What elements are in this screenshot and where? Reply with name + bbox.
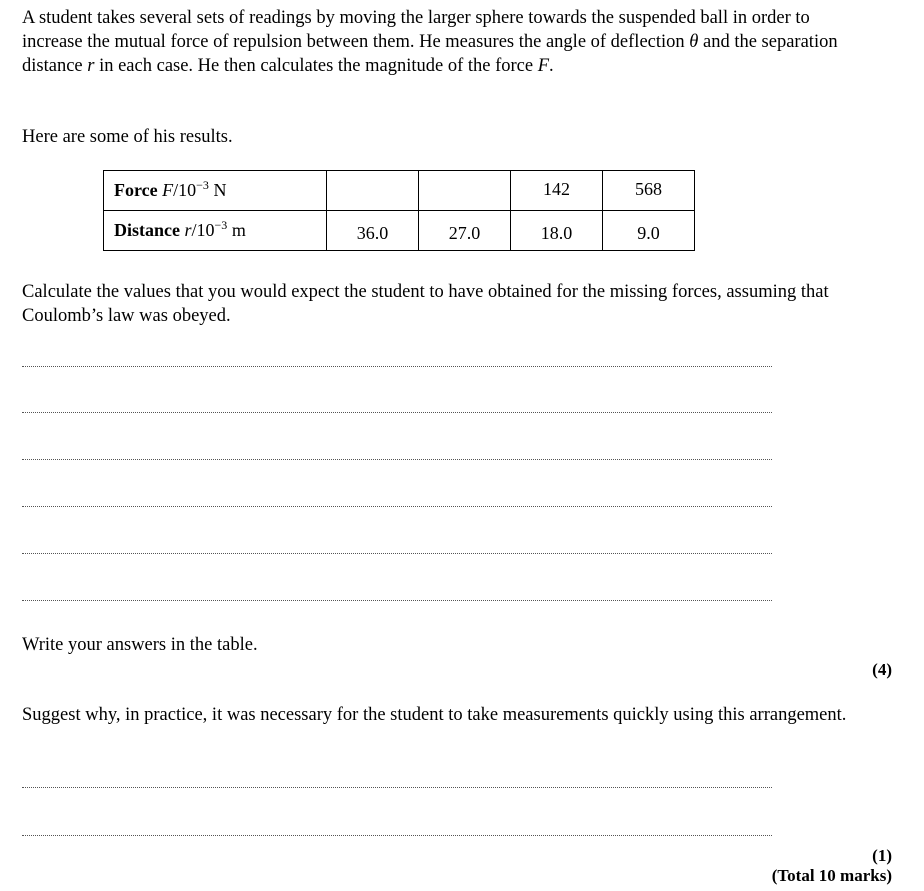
f-symbol: F — [537, 56, 550, 76]
distance-cell-1: 36.0 — [327, 211, 419, 251]
total-marks: (Total 10 marks) — [771, 866, 892, 885]
answer-line-2[interactable] — [22, 412, 772, 413]
table-row-force — [104, 171, 695, 211]
instruction: Write your answers in the table. — [22, 635, 258, 655]
distance-cell-2: 27.0 — [419, 211, 511, 251]
theta-symbol: θ — [689, 32, 699, 52]
distance-cell-4: 9.0 — [603, 211, 695, 251]
force-cell-4: 568 — [603, 171, 695, 211]
marks-question-1: (4) — [872, 660, 892, 679]
distance-header: Distance $r/10^{-3}$ m — [104, 211, 327, 251]
distance-cell-3: 18.0 — [511, 211, 603, 251]
question-2: Suggest why, in practice, it was necessary for the student to take measurements quickly using this arrangement. — [22, 705, 847, 725]
results-table — [103, 170, 695, 251]
intro-paragraph: A student takes several sets of readings by moving the larger sphere towards the suspended ball in order to increase the mutual force of repulsion between them. He measures the angle of deflection θ and the separation distance r in each case. He then calculates the magnitude of the force F. — [22, 8, 838, 76]
answer-line-5[interactable] — [22, 553, 772, 554]
answer-line-6[interactable] — [22, 600, 772, 601]
force-cell-2[interactable] — [419, 171, 511, 211]
question-1: Calculate the values that you would expect the student to have obtained for the missing forces, assuming that Coulomb’s law was obeyed. — [22, 282, 829, 326]
force-cell-1[interactable] — [327, 171, 419, 211]
answer-line-7[interactable] — [22, 787, 772, 788]
answer-line-1[interactable] — [22, 366, 772, 367]
results-intro: Here are some of his results. — [22, 127, 233, 147]
force-header: Force $F/10^{-3}$ N — [104, 171, 327, 211]
answer-line-8[interactable] — [22, 835, 772, 836]
answer-line-3[interactable] — [22, 459, 772, 460]
r-symbol: r — [87, 56, 95, 76]
answer-line-4[interactable] — [22, 506, 772, 507]
marks-question-2: (1) — [872, 846, 892, 865]
table-row-distance — [104, 211, 695, 251]
force-cell-3: 142 — [511, 171, 603, 211]
